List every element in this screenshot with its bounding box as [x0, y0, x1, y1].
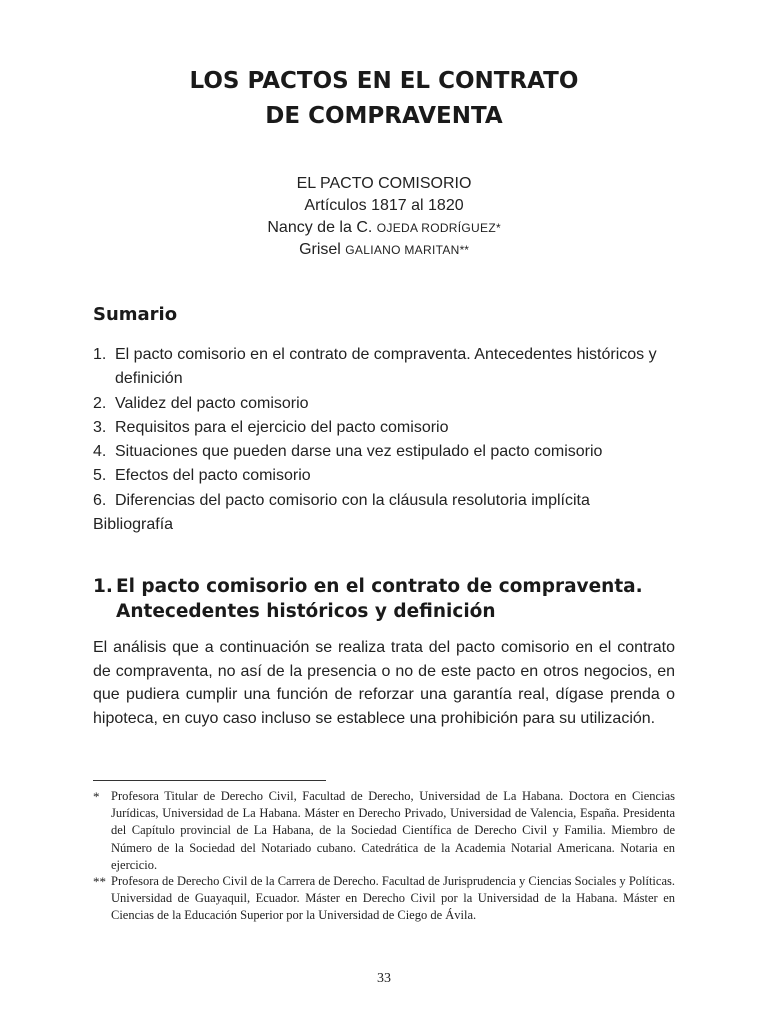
page-number: 33 — [377, 971, 391, 986]
chapter-title-line-2: DE COMPRAVENTA — [265, 103, 503, 129]
summary-item — [93, 416, 683, 440]
footnote-2-mark: ** — [93, 874, 106, 889]
author-1 — [0, 217, 768, 239]
section-1-number: 1. — [93, 576, 113, 597]
section-1-paragraph: El análisis que a continuación se realiza trata del pacto comisorio en el contrato de compraventa, no así de la presencia o no de este pacto en otros negocios, en que pudiera cumplir una función de reforzar una garantía real, dígase prenda o hipoteca, en cuyo caso incluso se establece una prohibición para su utilización. — [93, 639, 675, 727]
summary-item — [93, 392, 683, 416]
author-2-surname: GALIANO MARITAN — [345, 243, 460, 257]
author-1-surname: OJEDA RODRÍGUEZ — [376, 221, 496, 235]
author-2-given-name: Grisel — [299, 241, 341, 258]
footnote-1-text: Profesora Titular de Derecho Civil, Facultad de Derecho, Universidad de La Habana. Doctora en Ciencias Jurídicas, Universidad de La Habana. Máster en Derecho Privado, Universidad de Valencia, España. Presidenta del Capítulo provincial de La Habana, de la Sociedad Científica de Derecho Civil y Familia. Miembro de Número de la Sociedad del Notariado cubano. Catedrática de la Academia Notarial Americana. Notaria en ejercicio. — [111, 789, 675, 872]
chapter-subheading — [0, 173, 768, 261]
summary-item-text: Situaciones que pueden darse una vez estipulado el pacto comisorio — [115, 443, 603, 461]
footnote-1 — [93, 788, 675, 874]
summary-item — [93, 343, 683, 392]
summary-item-text: Requisitos para el ejercicio del pacto comisorio — [115, 418, 449, 436]
summary-item — [93, 440, 683, 464]
topic-heading: EL PACTO COMISORIO — [296, 175, 472, 192]
summary-bibliography: Bibliografía — [93, 516, 174, 534]
footnote-separator — [93, 780, 326, 781]
summary-item-number: 4. — [93, 443, 107, 461]
footnote-1-mark: * — [93, 789, 100, 804]
articles-range: Artículos 1817 al 1820 — [304, 197, 464, 214]
section-1-heading-line-1: El pacto comisorio en el contrato de compraventa. — [116, 576, 643, 597]
summary-item-number: 3. — [93, 418, 107, 436]
section-1-heading-line-2: Antecedentes históricos y definición — [116, 601, 496, 622]
summary-item-number: 2. — [93, 394, 107, 412]
summary-item — [93, 489, 683, 513]
summary-item-text: Efectos del pacto comisorio — [115, 467, 311, 485]
footnote-2 — [93, 873, 675, 925]
summary-item-number: 1. — [93, 346, 107, 363]
author-2 — [0, 239, 768, 261]
author-1-given-name: Nancy de la C. — [267, 219, 373, 236]
chapter-title-line-1: LOS PACTOS EN EL CONTRATO — [189, 68, 579, 94]
chapter-title — [0, 64, 768, 134]
summary-item-text: El pacto comisorio en el contrato de compraventa. Antecedentes históricos y definición — [115, 346, 657, 388]
author-1-footnote-mark[interactable]: * — [495, 221, 501, 235]
summary-item — [93, 464, 683, 488]
summary-item-number: 5. — [93, 467, 107, 485]
section-1-heading — [93, 574, 693, 624]
summary-item-text: Diferencias del pacto comisorio con la cláusula resolutoria implícita — [115, 491, 590, 509]
summary-item-number: 6. — [93, 491, 107, 509]
footnote-2-text: Profesora de Derecho Civil de la Carrera de Derecho. Facultad de Jurisprudencia y Ciencias Sociales y Políticas. Universidad de Guayaquil, Ecuador. Máster en Derecho Civil por la Universidad de la Habana. Máster en Ciencias de la Educación Superior por la Universidad de Ciego de Ávila. — [111, 874, 675, 923]
author-2-footnote-mark[interactable]: ** — [459, 243, 469, 257]
summary-item-text: Validez del pacto comisorio — [115, 394, 309, 412]
summary-heading: Sumario — [93, 304, 178, 325]
summary-list — [93, 343, 683, 537]
